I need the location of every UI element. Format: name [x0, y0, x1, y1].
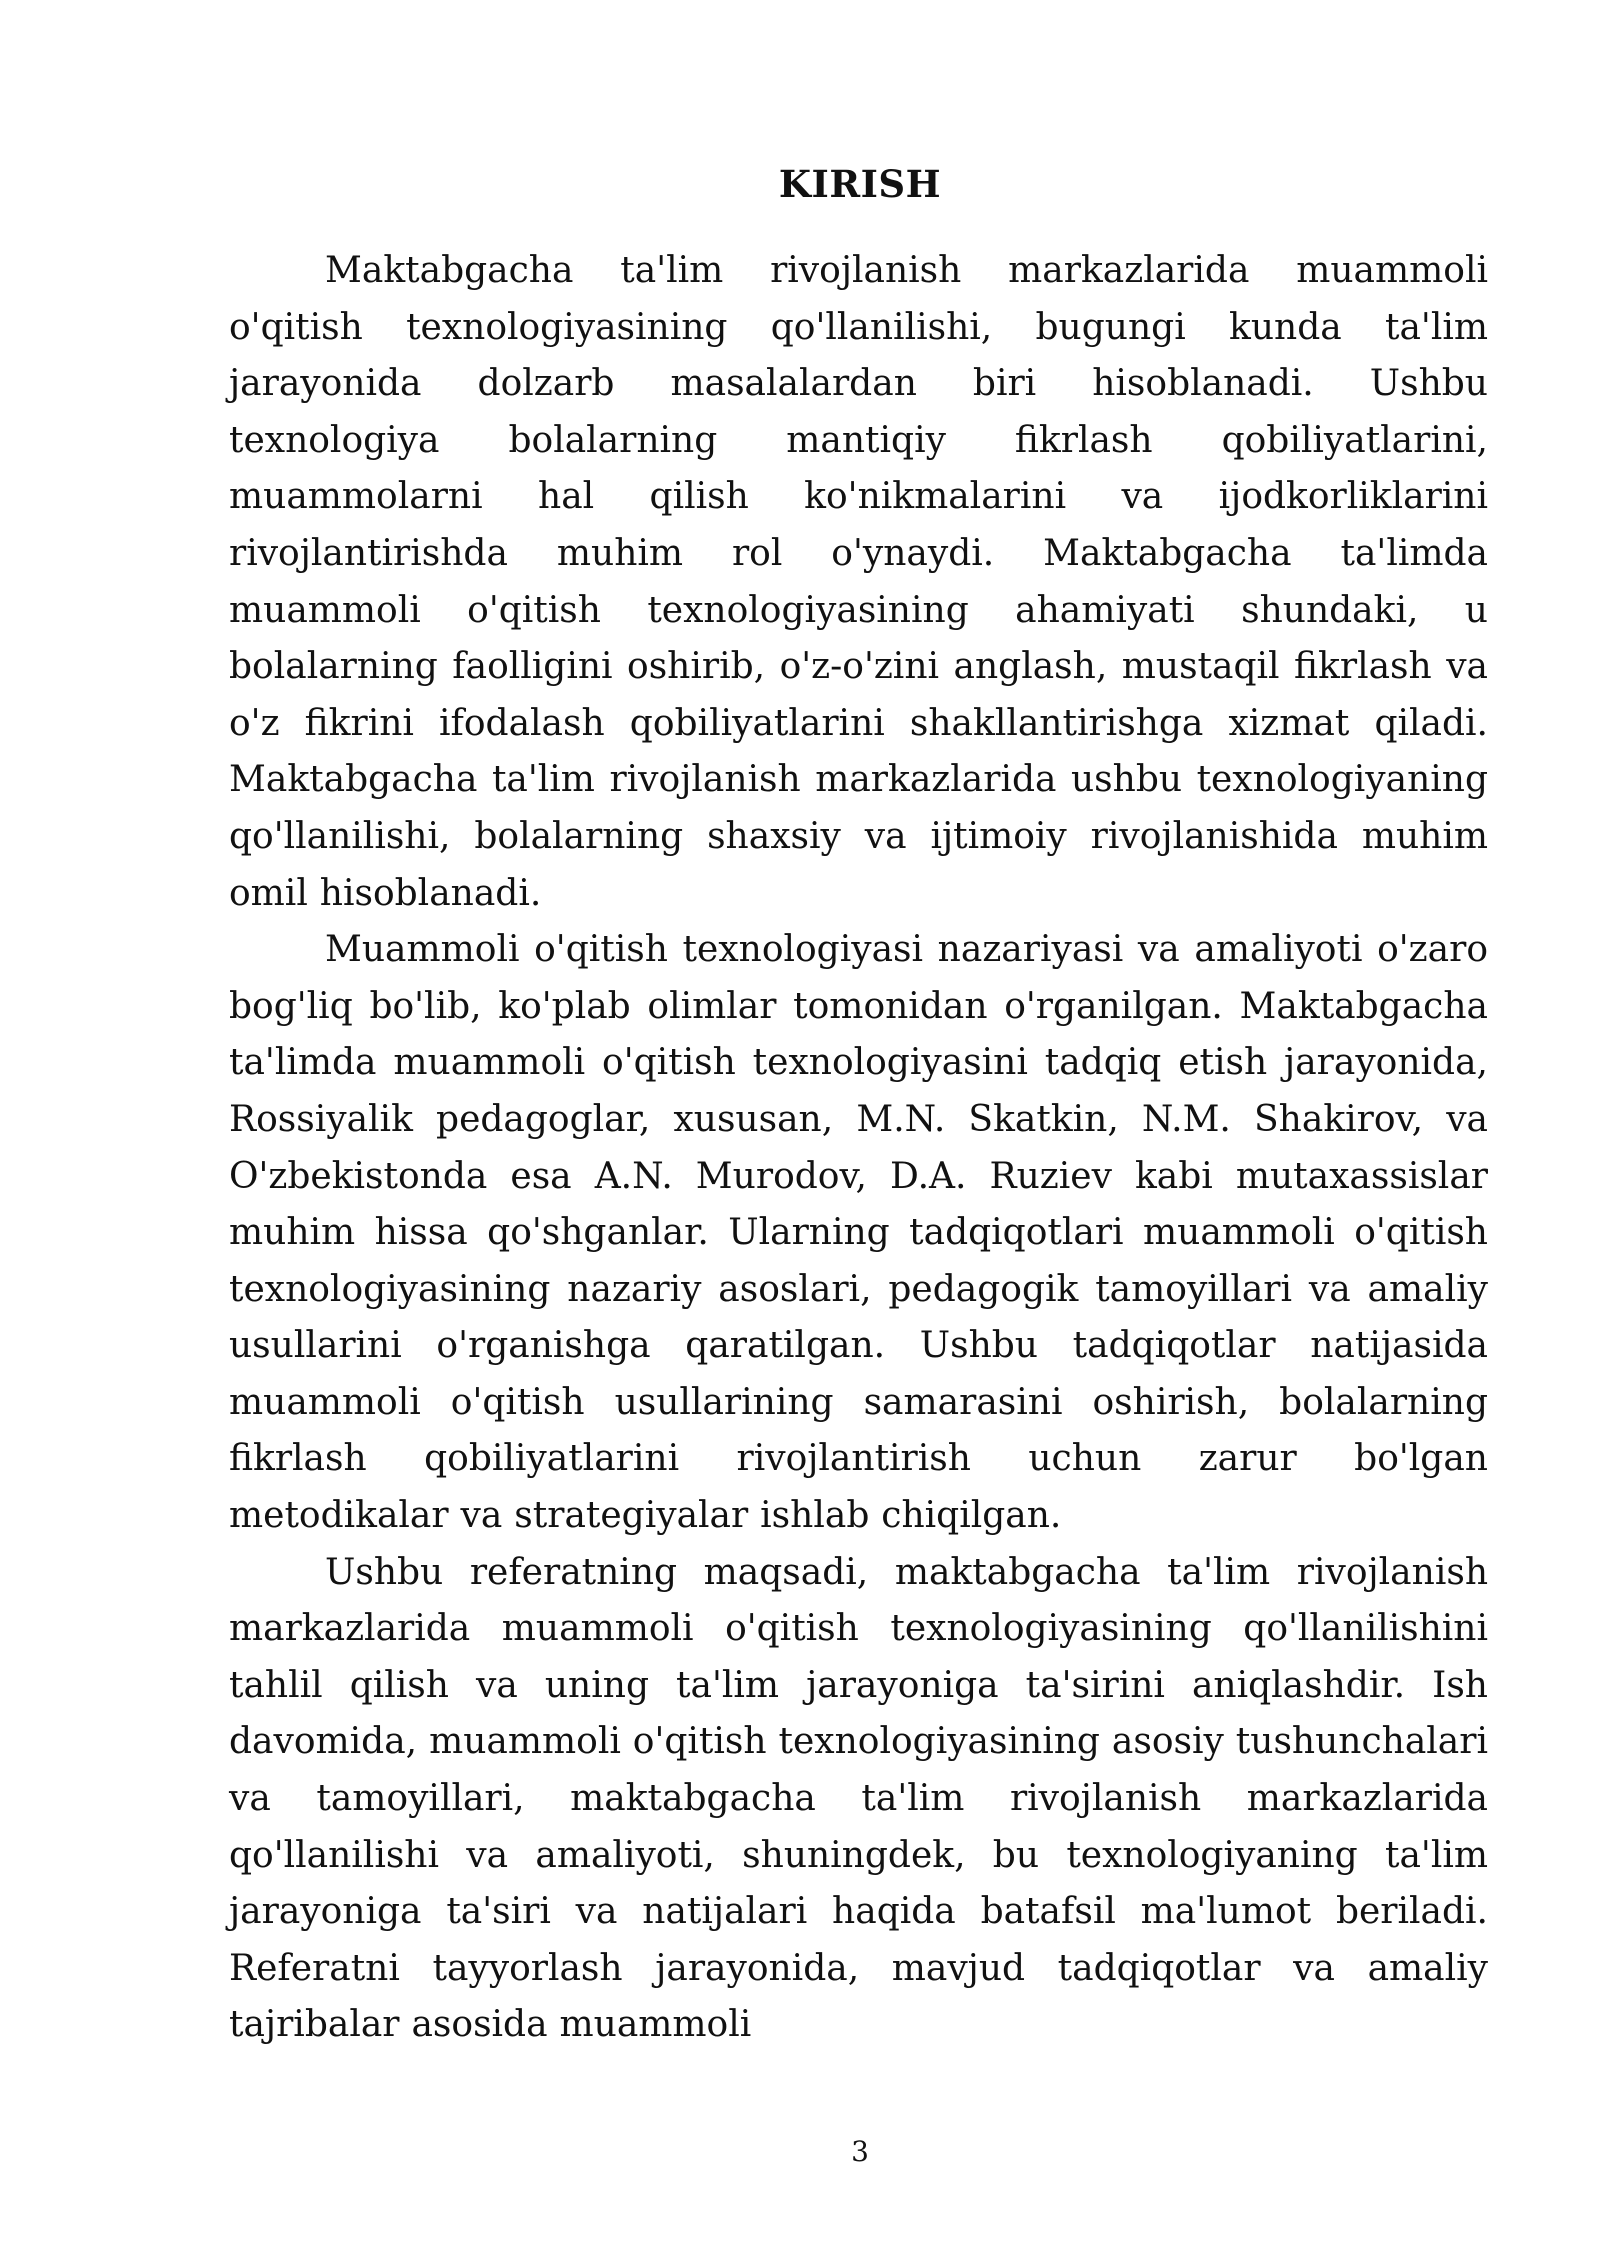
body-text	[229, 243, 1488, 2054]
paragraph-3: Ushbu referatning maqsadi, maktabgacha ta'lim rivojlanish markazlarida muammoli o'qitish texnologiyasining qo'llanilishini tahlil qilish va uning ta'lim jarayoniga ta'sirini aniqlashdir. Ish davomida, muammoli o'qitish texnologiyasining asosiy tushunchalari va tamoyillari, maktabgacha ta'lim rivojlanish markazlarida qo'llanilishi va amaliyoti, shuningdek, bu texnologiyaning ta'lim jarayoniga ta'siri va natijalari haqida batafsil ma'lumot beriladi. Referatni tayyorlash jarayonida, mavjud tadqiqotlar va amaliy tajribalar asosida muammoli	[229, 1551, 1488, 2046]
page-title: KIRISH	[778, 162, 942, 206]
paragraph-1: Maktabgacha ta'lim rivojlanish markazlarida muammoli o'qitish texnologiyasining qo'llanilishi, bugungi kunda ta'lim jarayonida dolzarb masalalardan biri hisoblanadi. Ushbu texnologiya bolalarning mantiqiy fikrlash qobiliyatlarini, muammolarni hal qilish ko'nikmalarini va ijodkorliklarini rivojlantirishda muhim rol o'ynaydi. Maktabgacha ta'limda muammoli o'qitish texnologiyasining ahamiyati shundaki, u bolalarning faolligini oshirib, o'z-o'zini anglash, mustaqil fikrlash va o'z fikrini ifodalash qobiliyatlarini shakllantirishga xizmat qiladi. Maktabgacha ta'lim rivojlanish markazlarida ushbu texnologiyaning qo'llanilishi, bolalarning shaxsiy va ijtimoiy rivojlanishida muhim omil hisoblanadi.	[229, 250, 1488, 914]
page-number: 3	[851, 2135, 869, 2168]
paragraph-2: Muammoli o'qitish texnologiyasi nazariyasi va amaliyoti o'zaro bog'liq bo'lib, ko'plab olimlar tomonidan o'rganilgan. Maktabgacha ta'limda muammoli o'qitish texnologiyasini tadqiq etish jarayonida, Rossiyalik pedagoglar, xususan, M.N. Skatkin, N.M. Shakirov, va O'zbekistonda esa A.N. Murodov, D.A. Ruziev kabi mutaxassislar muhim hissa qo'shganlar. Ularning tadqiqotlari muammoli o'qitish texnologiyasining nazariy asoslari, pedagogik tamoyillari va amaliy usullarini o'rganishga qaratilgan. Ushbu tadqiqotlar natijasida muammoli o'qitish usullarining samarasini oshirish, bolalarning fikrlash qobiliyatlarini rivojlantirish uchun zarur bo'lgan metodikalar va strategiyalar ishlab chiqilgan.	[229, 929, 1488, 1537]
